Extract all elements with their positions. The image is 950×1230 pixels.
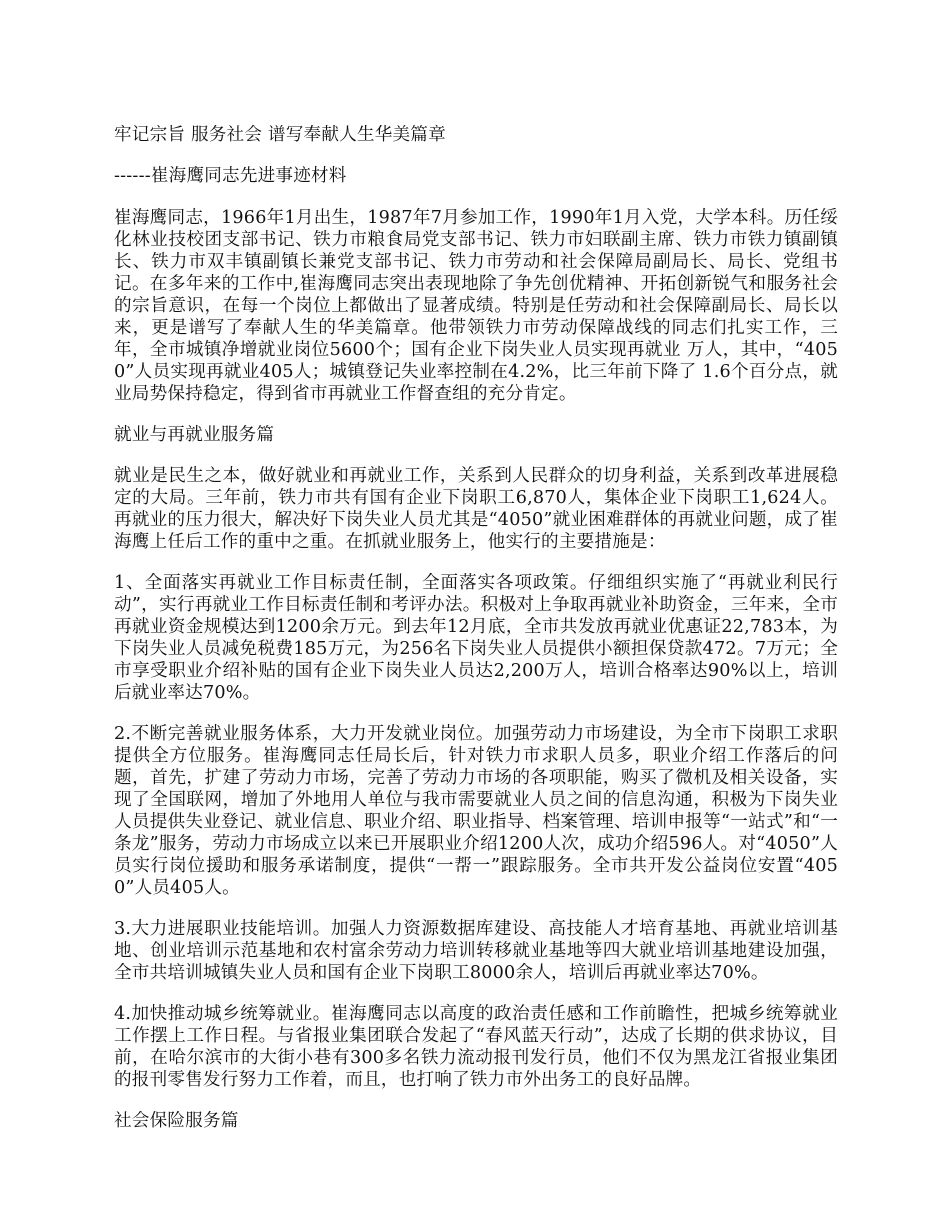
measure-item-4: 4.加快推动城乡统筹就业。崔海鹰同志以高度的政治责任感和工作前瞻性，把城乡统筹就业工作摆上工作日程。与省报业集团联合发起了“春风蓝天行动”，达成了长期的供求协议，目前，在哈尔滨市的大街小巷有300多名铁力流动报刊发行员，他们不仅为黑龙江省报业集团的报刊零售发行努力工作着，而且，也打响了铁力市外出务工的良好品牌。 xyxy=(114,1004,838,1090)
measure-item-2: 2.不断完善就业服务体系，大力开发就业岗位。加强劳动力市场建设，为全市下岗职工求职提供全方位服务。崔海鹰同志任局长后，针对铁力市求职人员多，职业介绍工作落后的问题，首先，扩建了劳动力市场，完善了劳动力市场的各项职能，购买了微机及相关设备，实现了全国联网，增加了外地用人单位与我市需要就业人员之间的信息沟通，积极为下岗失业人员提供失业登记、就业信息、职业介绍、职业指导、档案管理、培训申报等“一站式”和“一条龙”服务，劳动力市场成立以来已开展职业介绍1200人次，成功介绍596人。对“4050”人员实行岗位援助和服务承诺制度，提供“一帮一”跟踪服务。全市共开发公益岗位安置“4050”人员405人。 xyxy=(114,724,838,898)
document-page xyxy=(114,124,838,1151)
section-heading-social-insurance: 社会保险服务篇 xyxy=(114,1111,239,1131)
measure-item-1: 1、全面落实再就业工作目标责任制，全面落实各项政策。仔细组织实施了“再就业利民行动”，实行再就业工作目标责任制和考评办法。积极对上争取再就业补助资金，三年来，全市再就业资金规模达到1200余万元。到去年12月底，全市共发放再就业优惠证22,783本，为下岗失业人员减免税费185万元，为256名下岗失业人员提供小额担保贷款472。7万元；全市享受职业介绍补贴的国有企业下岗失业人员达2,200万人，培训合格率达90%以上，培训后就业率达70%。 xyxy=(114,573,838,703)
section-heading-employment: 就业与再就业服务篇 xyxy=(114,425,275,445)
employment-intro-paragraph: 就业是民生之本，做好就业和再就业工作，关系到人民群众的切身利益，关系到改革进展稳定的大局。三年前，铁力市共有国有企业下岗职工6,870人，集体企业下岗职工1,624人。再就业的压力很大，解决好下岗失业人员尤其是“4050”就业困难群体的再就业问题，成了崔海鹰上任后工作的重中之重。在抓就业服务上，他实行的主要措施是： xyxy=(114,466,838,552)
intro-paragraph: 崔海鹰同志，1966年1月出生，1987年7月参加工作，1990年1月入党，大学本科。历任绥化林业技校团支部书记、铁力市粮食局党支部书记、铁力市妇联副主席、铁力市铁力镇副镇长、铁力市双丰镇副镇长兼党支部书记、铁力市劳动和社会保障局副局长、局长、党组书记。在多年来的工作中,崔海鹰同志突出表现地除了争先创优精神、开拓创新锐气和服务社会的宗旨意识，在每一个岗位上都做出了显著成绩。特别是任劳动和社会保障副局长、局长以来，更是谱写了奉献人生的华美篇章。他带领铁力市劳动保障战线的同志们扎实工作，三年，全市城镇净增就业岗位5600个；国有企业下岗失业人员实现再就业 万人，其中，“4050”人员实现再就业405人；城镇登记失业率控制在4.2%，比三年前下降了 1.6个百分点，就业局势保持稳定，得到省市再就业工作督查组的充分肯定。 xyxy=(114,208,838,404)
measure-item-3: 3.大力进展职业技能培训。加强人力资源数据库建设、高技能人才培育基地、再就业培训基地、创业培训示范基地和农村富余劳动力培训转移就业基地等四大就业培训基地建设加强，全市共培训城镇失业人员和国有企业下岗职工8000余人，培训后再就业率达70%。 xyxy=(114,919,838,983)
document-title: 牢记宗旨 服务社会 谱写奉献人生华美篇章 xyxy=(114,125,446,145)
document-subtitle: ------崔海鹰同志先进事迹材料 xyxy=(114,166,347,186)
